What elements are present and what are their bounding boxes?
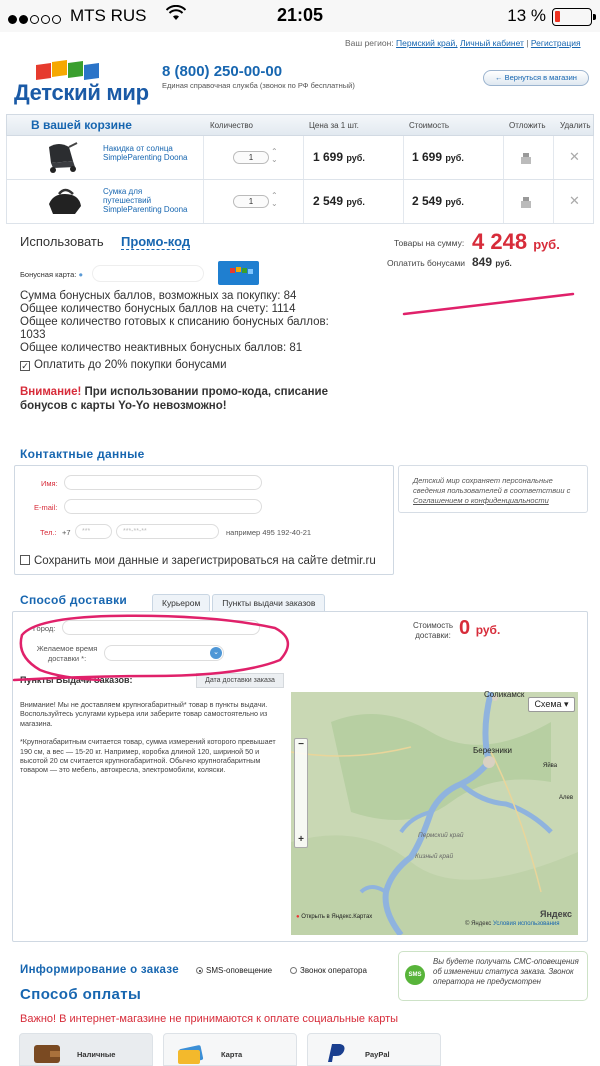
unit-price [313, 194, 365, 208]
region-bar [345, 38, 581, 48]
battery-icon [552, 8, 592, 26]
currency: руб. [445, 197, 464, 207]
city-field[interactable] [62, 620, 260, 635]
terms-link[interactable]: Условия использования [492, 921, 560, 927]
delivery-note-paragraph: Внимание! Мы не доставляем крупногабаритный* товар в пункты выдачи. Воспользуйтесь услугами курьера или заберите товар самостоятельно из магазина. [20, 700, 268, 728]
phone-number-field[interactable]: ***-**-** [116, 524, 219, 539]
phone-prefix: +7 [62, 528, 71, 537]
line-total-value: 1 699 [412, 150, 443, 164]
bonus-pay-number: 849 [472, 255, 493, 269]
name-label: Имя: [41, 479, 58, 488]
bonus-card-input[interactable] [92, 265, 204, 282]
delivery-time-label-line: Желаемое время [36, 644, 98, 653]
phone-hint: например 495 192-40-21 [226, 528, 312, 537]
divider [203, 180, 204, 223]
payment-label: PayPal [365, 1050, 390, 1059]
support-phone-caption: Единая справочная служба (звонок по РФ бесплатный) [162, 81, 355, 90]
goods-total-label: Товары на сумму: [394, 238, 465, 248]
quantity-stepper-icon[interactable]: ⌃ ⌄ [271, 191, 278, 208]
chevron-down-icon[interactable]: ⌄ [210, 647, 222, 659]
checkbox-checked-icon[interactable]: ✓ [21, 361, 29, 371]
divider [403, 136, 404, 179]
map-region-label: Пермский край [418, 832, 464, 839]
email-field[interactable] [64, 499, 262, 514]
divider [303, 136, 304, 179]
line-total [412, 150, 464, 164]
sms-icon: SMS [405, 965, 425, 985]
currency: руб. [475, 623, 501, 637]
bonus-info-line: Общее количество неактивных бонусных баллов: 81 [20, 342, 303, 354]
delivery-tabs [152, 593, 327, 612]
map-terrain [291, 692, 578, 935]
map-city-label: Алев [559, 795, 574, 801]
product-name-line: Накидка от солнца [103, 144, 173, 153]
defer-icon[interactable] [519, 151, 533, 165]
warning-text: При использовании промо-кода, списание бонусов с карты Yo-Yo невозможно! [20, 386, 329, 412]
tab-pickup[interactable]: Пункты выдачи заказов [212, 594, 325, 612]
cart-header [6, 114, 594, 136]
bonus-card-label [20, 270, 83, 279]
col-price: Цена за 1 шт. [309, 121, 359, 130]
unit-price-value: 2 549 [313, 194, 344, 208]
delivery-time-label [32, 644, 102, 664]
currency: руб. [346, 197, 365, 207]
pickup-points-label: Пункты Выдачи Заказов: [20, 675, 133, 685]
promo-code-tab[interactable]: Промо-код [121, 234, 191, 249]
copyright-text: © Яндекс [465, 921, 492, 927]
card-icon [176, 1042, 206, 1064]
bonus-pay-value [472, 255, 512, 269]
battery-percent: 13 % [507, 6, 546, 25]
payment-label: Наличные [77, 1050, 116, 1059]
divider [503, 180, 504, 223]
pickup-map[interactable] [291, 692, 578, 935]
quantity-input[interactable]: 1 [233, 151, 269, 164]
register-link[interactable]: Регистрация [530, 38, 581, 48]
currency: руб. [445, 153, 464, 163]
product-name-line: SimpleParenting Doona [103, 153, 188, 162]
unit-price [313, 150, 365, 164]
delivery-note [20, 700, 282, 775]
contacts-title: Контактные данные [20, 447, 145, 461]
unit-price-value: 1 699 [313, 150, 344, 164]
account-link[interactable]: Личный кабинет [459, 38, 524, 48]
name-field[interactable] [64, 475, 262, 490]
delete-icon[interactable]: ✕ [569, 149, 580, 164]
link-separator: | [526, 38, 529, 48]
notify-title: Информирование о заказе [20, 964, 179, 976]
goods-total-number: 4 248 [472, 229, 528, 254]
product-image[interactable] [45, 186, 85, 218]
support-phone: 8 (800) 250-00-00 [162, 63, 283, 80]
line-total [412, 194, 464, 208]
delete-icon[interactable]: ✕ [569, 193, 580, 208]
promo-warning [20, 385, 340, 413]
checkbox-label: Оплатить до 20% покупки бонусами [34, 359, 227, 371]
bonus-pay-label: Оплатить бонусами [387, 258, 466, 268]
notify-sms-radio[interactable] [196, 966, 272, 975]
bonus-info-line: 1033 [20, 329, 46, 341]
annotation-underline [404, 294, 573, 314]
help-icon[interactable]: ● [78, 270, 83, 279]
divider [303, 180, 304, 223]
currency: руб. [533, 237, 560, 252]
col-qty: Количество [210, 121, 253, 130]
quantity-stepper-icon[interactable]: ⌃ ⌄ [271, 147, 278, 164]
delivery-date-button[interactable]: Дата доставки заказа [196, 673, 284, 688]
pay-with-bonus-checkbox[interactable] [20, 359, 227, 371]
map-pin-icon: ● [296, 914, 300, 920]
region-label: Ваш регион: [345, 38, 394, 48]
carrier-name: MTS RUS [70, 6, 147, 25]
map-city-label: Соликамск [484, 690, 525, 699]
goods-total-value [472, 229, 560, 255]
checkbox-icon[interactable] [20, 555, 30, 565]
privacy-text: Детский мир сохраняет персональные сведения пользователей в соответствии с [413, 476, 571, 495]
phone-label: Тел.: [40, 528, 57, 537]
line-total-value: 2 549 [412, 194, 443, 208]
zoom-out-icon[interactable]: − [298, 739, 304, 750]
bonus-info-line: Сумма бонусных баллов, возможных за покупку: 84 [20, 290, 297, 302]
divider [553, 136, 554, 179]
divider [203, 136, 204, 179]
col-defer: Отложить [509, 121, 546, 130]
save-data-checkbox[interactable] [20, 555, 376, 567]
delivery-title: Способ доставки [20, 593, 128, 607]
col-delete: Удалить [560, 121, 591, 130]
delivery-time-select[interactable] [104, 645, 224, 661]
bonus-info-line: Общее количество готовых к списанию бонусных баллов: [20, 316, 329, 328]
product-name-line: SimpleParenting Doona [103, 205, 188, 214]
open-in-yandex-link[interactable] [296, 914, 372, 920]
cart-title: В вашей корзине [31, 118, 132, 132]
city-label: Город: [33, 624, 56, 633]
yandex-logo: Яндекс [540, 909, 573, 919]
currency: руб. [346, 153, 365, 163]
payment-label: Карта [221, 1050, 243, 1059]
cart-item-row [6, 180, 594, 224]
map-region-label: Кизный край [415, 853, 454, 860]
payment-title: Способ оплаты [20, 986, 142, 1003]
radio-label: Звонок оператора [300, 966, 367, 975]
open-in-yandex-text: Открыть в Яндекс.Картах [301, 914, 373, 920]
bonus-card-label-text: Бонусная карта: [20, 270, 77, 279]
map-zoom-control[interactable] [294, 738, 308, 848]
product-image[interactable] [43, 141, 83, 175]
paypal-icon [320, 1042, 350, 1064]
back-to-shop-button[interactable]: ← Вернуться в магазин [483, 70, 589, 86]
divider [503, 136, 504, 179]
shipping-cost-label: Стоимость доставки: [412, 621, 454, 640]
tab-courier[interactable]: Курьером [152, 594, 210, 612]
defer-icon[interactable] [519, 195, 533, 209]
payment-cash[interactable] [19, 1033, 153, 1066]
map-city-label: Березники [473, 746, 512, 755]
map-type-select[interactable]: Схема ▾ [528, 697, 575, 712]
use-label: Использовать [20, 234, 104, 249]
map-city-label: Яйва [543, 763, 558, 769]
payment-paypal[interactable] [307, 1033, 441, 1066]
map-copyright [465, 921, 560, 927]
shipping-cost-number: 0 [459, 617, 471, 639]
product-name-line: Сумка для [103, 187, 143, 196]
shipping-cost-value [459, 617, 500, 640]
product-name[interactable] [103, 187, 188, 214]
radio-label: SMS-оповещение [206, 966, 273, 975]
clock: 21:05 [276, 5, 324, 25]
logo-text[interactable]: Детский мир [14, 80, 149, 105]
privacy-note [398, 465, 588, 513]
bonus-info-line: Общее количество бонусных баллов на счету: 1114 [20, 303, 296, 315]
product-name-line: путешествий [103, 196, 152, 205]
product-name[interactable] [103, 144, 188, 162]
divider [403, 180, 404, 223]
quantity-input[interactable]: 1 [233, 195, 269, 208]
payment-warning: Важно! В интернет-магазине не принимаются к оплате социальные карты [20, 1013, 399, 1025]
radio-selected-icon[interactable] [196, 967, 203, 974]
col-cost: Стоимость [409, 121, 450, 130]
notify-call-radio[interactable] [290, 966, 367, 975]
phone-code-field[interactable]: *** [75, 524, 112, 539]
cart-item-row [6, 136, 594, 180]
payment-card[interactable] [163, 1033, 297, 1066]
status-bar [0, 0, 600, 32]
region-link[interactable]: Пермский край, [396, 38, 458, 48]
delivery-note-paragraph: *Крупногабаритным считается товар, сумма измерений которого превышает 190 см, а вес — 15-20 кг. Например, коробка длиной 120, шириной 50 и высотой 20 см считается крупногабаритной. Обычно крупногабаритным товаром — это мебель, автокресла, электромобили, коляски. [20, 737, 276, 775]
zoom-in-icon[interactable]: + [298, 834, 304, 845]
email-label: E-mail: [34, 503, 58, 512]
privacy-link[interactable]: Соглашением о конфиденциальности [413, 496, 549, 505]
wallet-icon [32, 1042, 62, 1064]
delivery-time-label-line: доставки *: [47, 654, 87, 663]
warning-label: Внимание! [20, 386, 82, 398]
bonus-card-icon [218, 261, 259, 285]
sms-info-box: Вы будете получать СМС-оповещения об изменении статуса заказа. Звонок оператора не предусмотрен [398, 951, 588, 1001]
bonus-info [20, 290, 329, 355]
currency: руб. [495, 259, 512, 268]
radio-icon[interactable] [290, 967, 297, 974]
checkbox-label: Сохранить мои данные и зарегистрироваться на сайте detmir.ru [34, 555, 376, 567]
divider [553, 180, 554, 223]
